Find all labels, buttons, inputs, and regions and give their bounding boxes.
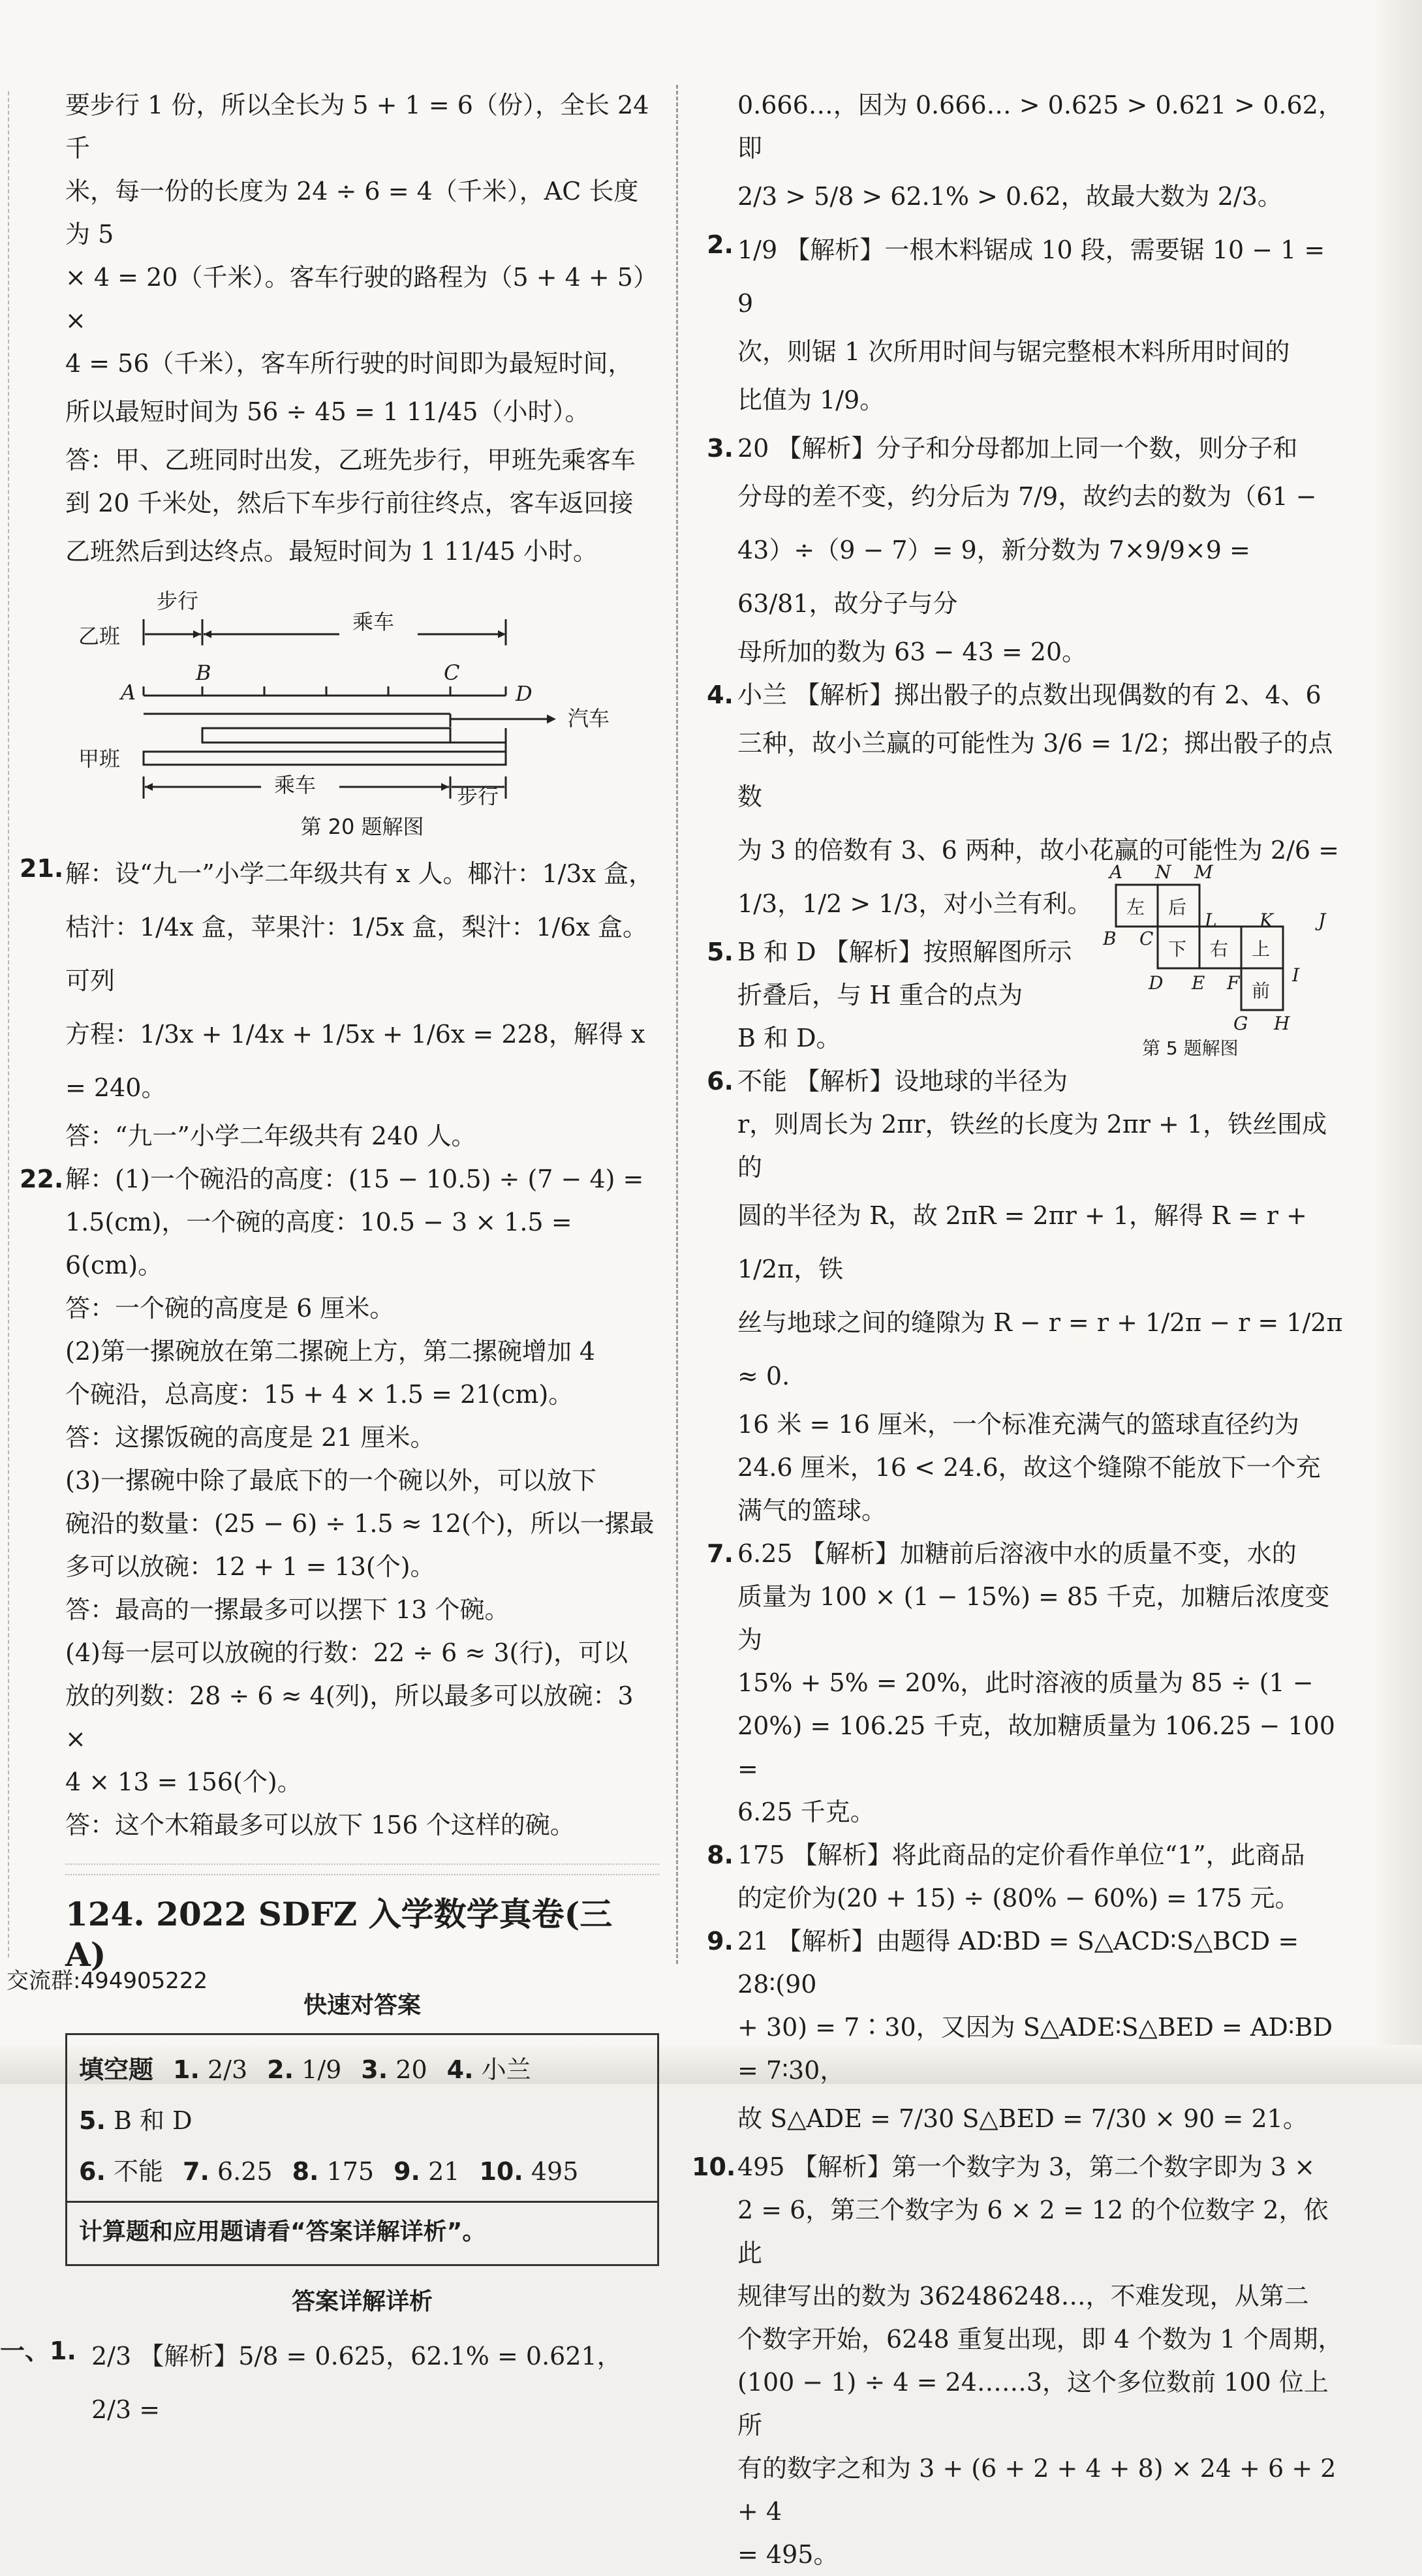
question-number: 5. — [707, 938, 734, 966]
point-b: B — [196, 660, 211, 685]
svg-text:后: 后 — [1168, 897, 1187, 918]
text-line: = 495。 — [737, 2540, 839, 2569]
fill-in-label: 填空题 — [79, 2055, 154, 2084]
answer-item: 10. 495 — [479, 2157, 579, 2186]
svg-text:L: L — [1205, 910, 1217, 931]
text-line: 折叠后，与 H 重合的点为 — [737, 981, 1023, 1009]
answer-box-note: 计算题和应用题请看“答案详解详析”。 — [79, 2218, 486, 2245]
question-6 — [707, 1060, 1344, 1532]
box-rule — [67, 2201, 657, 2203]
section-divider — [65, 1863, 659, 1875]
q1-continuation — [692, 84, 1344, 223]
section-title: 124. 2022 SDFZ 入学数学真卷(三 A) — [65, 1895, 613, 1974]
question-number: 8. — [707, 1841, 734, 1869]
text-line: 方程：1/3x + 1/4x + 1/5x + 1/6x = 228，解得 x = 240。 — [65, 1020, 645, 1102]
detail-title: 答案详解详析 — [291, 2288, 433, 2315]
label-class-b: 乙班 — [78, 624, 121, 649]
svg-text:下: 下 — [1168, 938, 1187, 960]
figure-20-diagram — [65, 583, 659, 805]
question-number: 6. — [707, 1067, 734, 1096]
text-line: 小兰 【解析】掷出骰子的点数出现偶数的有 2、4、6 — [737, 681, 1322, 709]
text-line: 要步行 1 份，所以全长为 5 + 1 = 6（份），全长 24 千 — [65, 91, 649, 162]
question-8 — [707, 1833, 1344, 1920]
text-line: 4 × 13 = 156(个)。 — [65, 1768, 302, 1796]
binding-dashed-line — [8, 91, 9, 1957]
svg-text:K: K — [1260, 910, 1273, 931]
answer-row — [79, 2146, 645, 2197]
question-1 — [0, 2329, 659, 2436]
text-line: 到 20 千米处，然后下车步行前往终点，客车返回接 — [65, 489, 634, 517]
text-line: 三种，故小兰赢的可能性为 3/6 = 1/2；掷出骰子的点数 — [737, 729, 1333, 811]
text-line: 1/3，1/2 > 1/3，对小兰有利。 — [737, 889, 1092, 918]
text-line: × 4 = 20（千米）。客车行驶的路程为（5 + 4 + 5）× — [65, 263, 658, 335]
text-line: 丝与地球之间的缝隙为 R − r = r + 1/2π − r = 1/2π ≈ 0. — [737, 1308, 1343, 1390]
text-line: 质量为 100 × (1 − 15%) = 85 千克，加糖后浓度变为 — [737, 1582, 1330, 1654]
text-line: 6.25 千克。 — [737, 1798, 875, 1826]
text-line: 所以最短时间为 56 ÷ 45 = 1 11/45（小时）。 — [65, 397, 590, 426]
label-walk-bottom: 步行 — [457, 784, 499, 805]
text-line: 16 米 = 16 厘米，一个标准充满气的篮球直径约为 — [737, 1410, 1299, 1439]
q20-continuation — [65, 84, 659, 578]
text-line: B 和 D 【解析】按照解图所示 — [737, 938, 1072, 966]
text-line: 放的列数：28 ÷ 6 ≈ 4(列)，所以最多可以放碗：3 × — [65, 1681, 634, 1753]
text-line: + 30) = 7∶30，又因为 S△ADE∶S△BED = AD∶BD = 7∶30， — [737, 2013, 1333, 2085]
text-line: 个数字开始，6248 重复出现，即 4 个数为 1 个周期， — [737, 2325, 1343, 2354]
question-number: 9. — [707, 1927, 734, 1955]
label-ride-top: 乘车 — [352, 609, 395, 634]
text-line: 有的数字之和为 3 + (6 + 2 + 4 + 8) × 24 + 6 + 2 + 4 — [737, 2454, 1337, 2526]
text-line: 碗沿的数量：(25 − 6) ÷ 1.5 ≈ 12(个)，所以一摞最 — [65, 1509, 655, 1538]
point-c: C — [444, 660, 460, 685]
svg-text:J: J — [1318, 910, 1326, 931]
text-line: 1/9 【解析】一根木料锯成 10 段，需要锯 10 − 1 = 9 — [737, 236, 1325, 318]
text-line: 20 【解析】分子和分母都加上同一个数，则分子和 — [737, 434, 1298, 463]
svg-text:B: B — [1103, 928, 1117, 949]
text-line: r，则周长为 2πr，铁丝的长度为 2πr + 1，铁丝围成的 — [737, 1110, 1327, 1182]
svg-text:左: 左 — [1126, 897, 1145, 918]
text-line: 个碗沿，总高度：15 + 4 × 1.5 = 21(cm)。 — [65, 1380, 574, 1409]
label-class-a: 甲班 — [78, 746, 121, 771]
footer-contact: 交流群:494905222 — [7, 1968, 208, 1994]
point-a: A — [121, 680, 136, 705]
svg-text:A: A — [1109, 861, 1123, 883]
svg-text:右: 右 — [1210, 938, 1229, 960]
svg-text:E: E — [1192, 972, 1205, 994]
text-line: 桔汁：1/4x 盒，苹果汁：1/5x 盒，梨汁：1/6x 盒。可列 — [65, 913, 647, 995]
figure-5-diagram — [1103, 859, 1351, 1074]
text-line: 答：“九一”小学二年级共有 240 人。 — [65, 1122, 476, 1150]
svg-text:M: M — [1194, 861, 1213, 883]
svg-text:C: C — [1139, 928, 1154, 949]
point-d: D — [516, 681, 533, 706]
right-column — [692, 84, 1344, 2576]
text-line: 故 S△ADE = 7/30 S△BED = 7/30 × 90 = 21。 — [737, 2104, 1308, 2133]
text-line: 0.666…，因为 0.666… > 0.625 > 0.621 > 0.62，即 — [737, 91, 1343, 162]
question-2 — [707, 223, 1344, 427]
page-edge-shadow — [1376, 0, 1422, 2084]
text-line: 解：设“九一”小学二年级共有 x 人。椰汁：1/3x 盒， — [65, 859, 654, 888]
text-line: 495 【解析】第一个数字为 3，第二个数字即为 3 × — [737, 2153, 1316, 2181]
text-line: 解：(1)一个碗沿的高度：(15 − 10.5) ÷ (7 − 4) = — [65, 1165, 644, 1193]
answer-item: 3. 20 — [361, 2055, 427, 2084]
question-10 — [692, 2145, 1344, 2576]
figure-20 — [65, 583, 659, 840]
text-line: 圆的半径为 R，故 2πR = 2πr + 1，解得 R = r + 1/2π，铁 — [737, 1201, 1307, 1283]
answer-item: 2. 1/9 — [267, 2055, 342, 2084]
text-line: 4 = 56（千米），客车所行驶的时间即为最短时间， — [65, 349, 633, 378]
question-number: 21. — [20, 854, 64, 883]
left-column — [0, 84, 659, 2436]
question-number: 4. — [707, 681, 734, 709]
answer-item: 5. B 和 D — [79, 2106, 193, 2135]
question-22 — [20, 1158, 659, 1847]
answer-item: 4. 小兰 — [446, 2055, 531, 2084]
svg-text:H: H — [1274, 1013, 1290, 1034]
svg-text:N: N — [1155, 861, 1171, 883]
question-3 — [707, 427, 1344, 673]
question-7 — [707, 1532, 1344, 1833]
answer-item: 6. 不能 — [79, 2157, 163, 2186]
question-5 — [707, 930, 1103, 1060]
figure-5 — [1103, 859, 1351, 1077]
question-9 — [707, 1920, 1344, 2145]
quick-answer-box — [65, 2033, 659, 2266]
text-line: 2/3 > 5/8 > 62.1% > 0.62，故最大数为 2/3。 — [737, 182, 1282, 211]
text-line: 满气的篮球。 — [737, 1496, 887, 1525]
svg-text:I: I — [1292, 964, 1300, 986]
svg-text:前: 前 — [1252, 980, 1271, 1002]
text-line: 米，每一份的长度为 24 ÷ 6 = 4（千米），AC 长度为 5 — [65, 177, 639, 249]
question-number: 3. — [707, 434, 734, 463]
text-line: 的定价为(20 + 15) ÷ (80% − 60%) = 175 元。 — [737, 1884, 1300, 1912]
label-ride-bottom: 乘车 — [274, 773, 317, 797]
question-number: 10. — [692, 2153, 736, 2181]
answer-item: 8. 175 — [292, 2157, 375, 2186]
svg-text:G: G — [1233, 1013, 1248, 1034]
text-line: (3)一摞碗中除了最底下的一个碗以外，可以放下 — [65, 1466, 596, 1495]
text-line: 不能 【解析】设地球的半径为 — [737, 1067, 1068, 1096]
answer-item: 7. 6.25 — [183, 2157, 273, 2186]
text-line: 答：这个木箱最多可以放下 156 个这样的碗。 — [65, 1811, 575, 1839]
text-line: 21 【解析】由题得 AD∶BD = S△ACD∶S△BCD = 28∶(90 — [737, 1927, 1299, 1999]
text-line: 母所加的数为 63 − 43 = 20。 — [737, 637, 1087, 666]
figure-5-caption: 第 5 题解图 — [1142, 1037, 1239, 1059]
text-line: 答：一个碗的高度是 6 厘米。 — [65, 1294, 395, 1323]
answer-row — [79, 2044, 645, 2146]
question-number: 一、1. — [0, 2337, 76, 2365]
text-line: (2)第一摞碗放在第二摞碗上方，第二摞碗增加 4 — [65, 1337, 596, 1366]
text-line: 答：最高的一摞最多可以摆下 13 个碗。 — [65, 1595, 510, 1624]
text-line: 15% + 5% = 20%，此时溶液的质量为 85 ÷ (1 − — [737, 1668, 1314, 1697]
text-line: 1.5(cm)，一个碗的高度：10.5 − 3 × 1.5 = 6(cm)。 — [65, 1208, 572, 1280]
svg-text:F: F — [1227, 972, 1240, 994]
question-number: 22. — [20, 1165, 64, 1193]
label-bus: 汽车 — [568, 706, 610, 731]
text-line: (4)每一层可以放碗的行数：22 ÷ 6 ≈ 3(行)，可以 — [65, 1638, 628, 1667]
text-line: 2/3 【解析】5/8 = 0.625，62.1% = 0.621，2/3 = — [91, 2342, 622, 2424]
text-line: B 和 D。 — [737, 1024, 841, 1052]
text-line: (100 − 1) ÷ 4 = 24……3，这个多位数前 100 位上所 — [737, 2368, 1329, 2440]
text-line: 2 = 6，第三个数字为 6 × 2 = 12 的个位数字 2，依此 — [737, 2196, 1329, 2267]
svg-text:上: 上 — [1252, 938, 1271, 960]
text-line: 比值为 1/9。 — [737, 386, 885, 414]
text-line: 乙班然后到达终点。最短时间为 1 11/45 小时。 — [65, 537, 598, 566]
text-line: 为 3 的倍数有 3、6 两种，故小花赢的可能性为 2/6 = — [737, 836, 1340, 865]
text-line: 分母的差不变，约分后为 7/9，故约去的数为（61 − — [737, 482, 1317, 511]
text-line: 24.6 厘米，16 < 24.6，故这个缝隙不能放下一个充 — [737, 1453, 1321, 1482]
text-line: 次，则锯 1 次所用时间与锯完整根木料所用时间的 — [737, 337, 1290, 366]
answer-item: 1. 2/3 — [173, 2055, 248, 2084]
text-line: 答：这摞饭碗的高度是 21 厘米。 — [65, 1423, 435, 1452]
text-line: 20%) = 106.25 千克，故加糖质量为 106.25 − 100 = — [737, 1711, 1335, 1783]
column-divider — [676, 85, 678, 1964]
text-line: 175 【解析】将此商品的定价看作单位“1”，此商品 — [737, 1841, 1305, 1869]
label-walk-top: 步行 — [157, 589, 199, 613]
question-21 — [20, 847, 659, 1158]
text-line: 答：甲、乙班同时出发，乙班先步行，甲班先乘客车 — [65, 446, 636, 474]
answer-item: 9. 21 — [394, 2157, 460, 2186]
quick-answer-title: 快速对答案 — [303, 1992, 421, 2019]
text-line: 43）÷（9 − 7）= 9，新分数为 7×9/9×9 = 63/81，故分子与分 — [737, 536, 1250, 618]
question-number: 2. — [707, 230, 734, 259]
svg-text:D: D — [1149, 972, 1164, 994]
question-number: 7. — [707, 1539, 734, 1568]
text-line: 6.25 【解析】加糖前后溶液中水的质量不变，水的 — [737, 1539, 1297, 1568]
text-line: 规律写出的数为 362486248…，不难发现，从第二 — [737, 2282, 1309, 2310]
figure-20-caption: 第 20 题解图 — [300, 814, 424, 839]
text-line: 多可以放碗：12 + 1 = 13(个)。 — [65, 1552, 435, 1581]
